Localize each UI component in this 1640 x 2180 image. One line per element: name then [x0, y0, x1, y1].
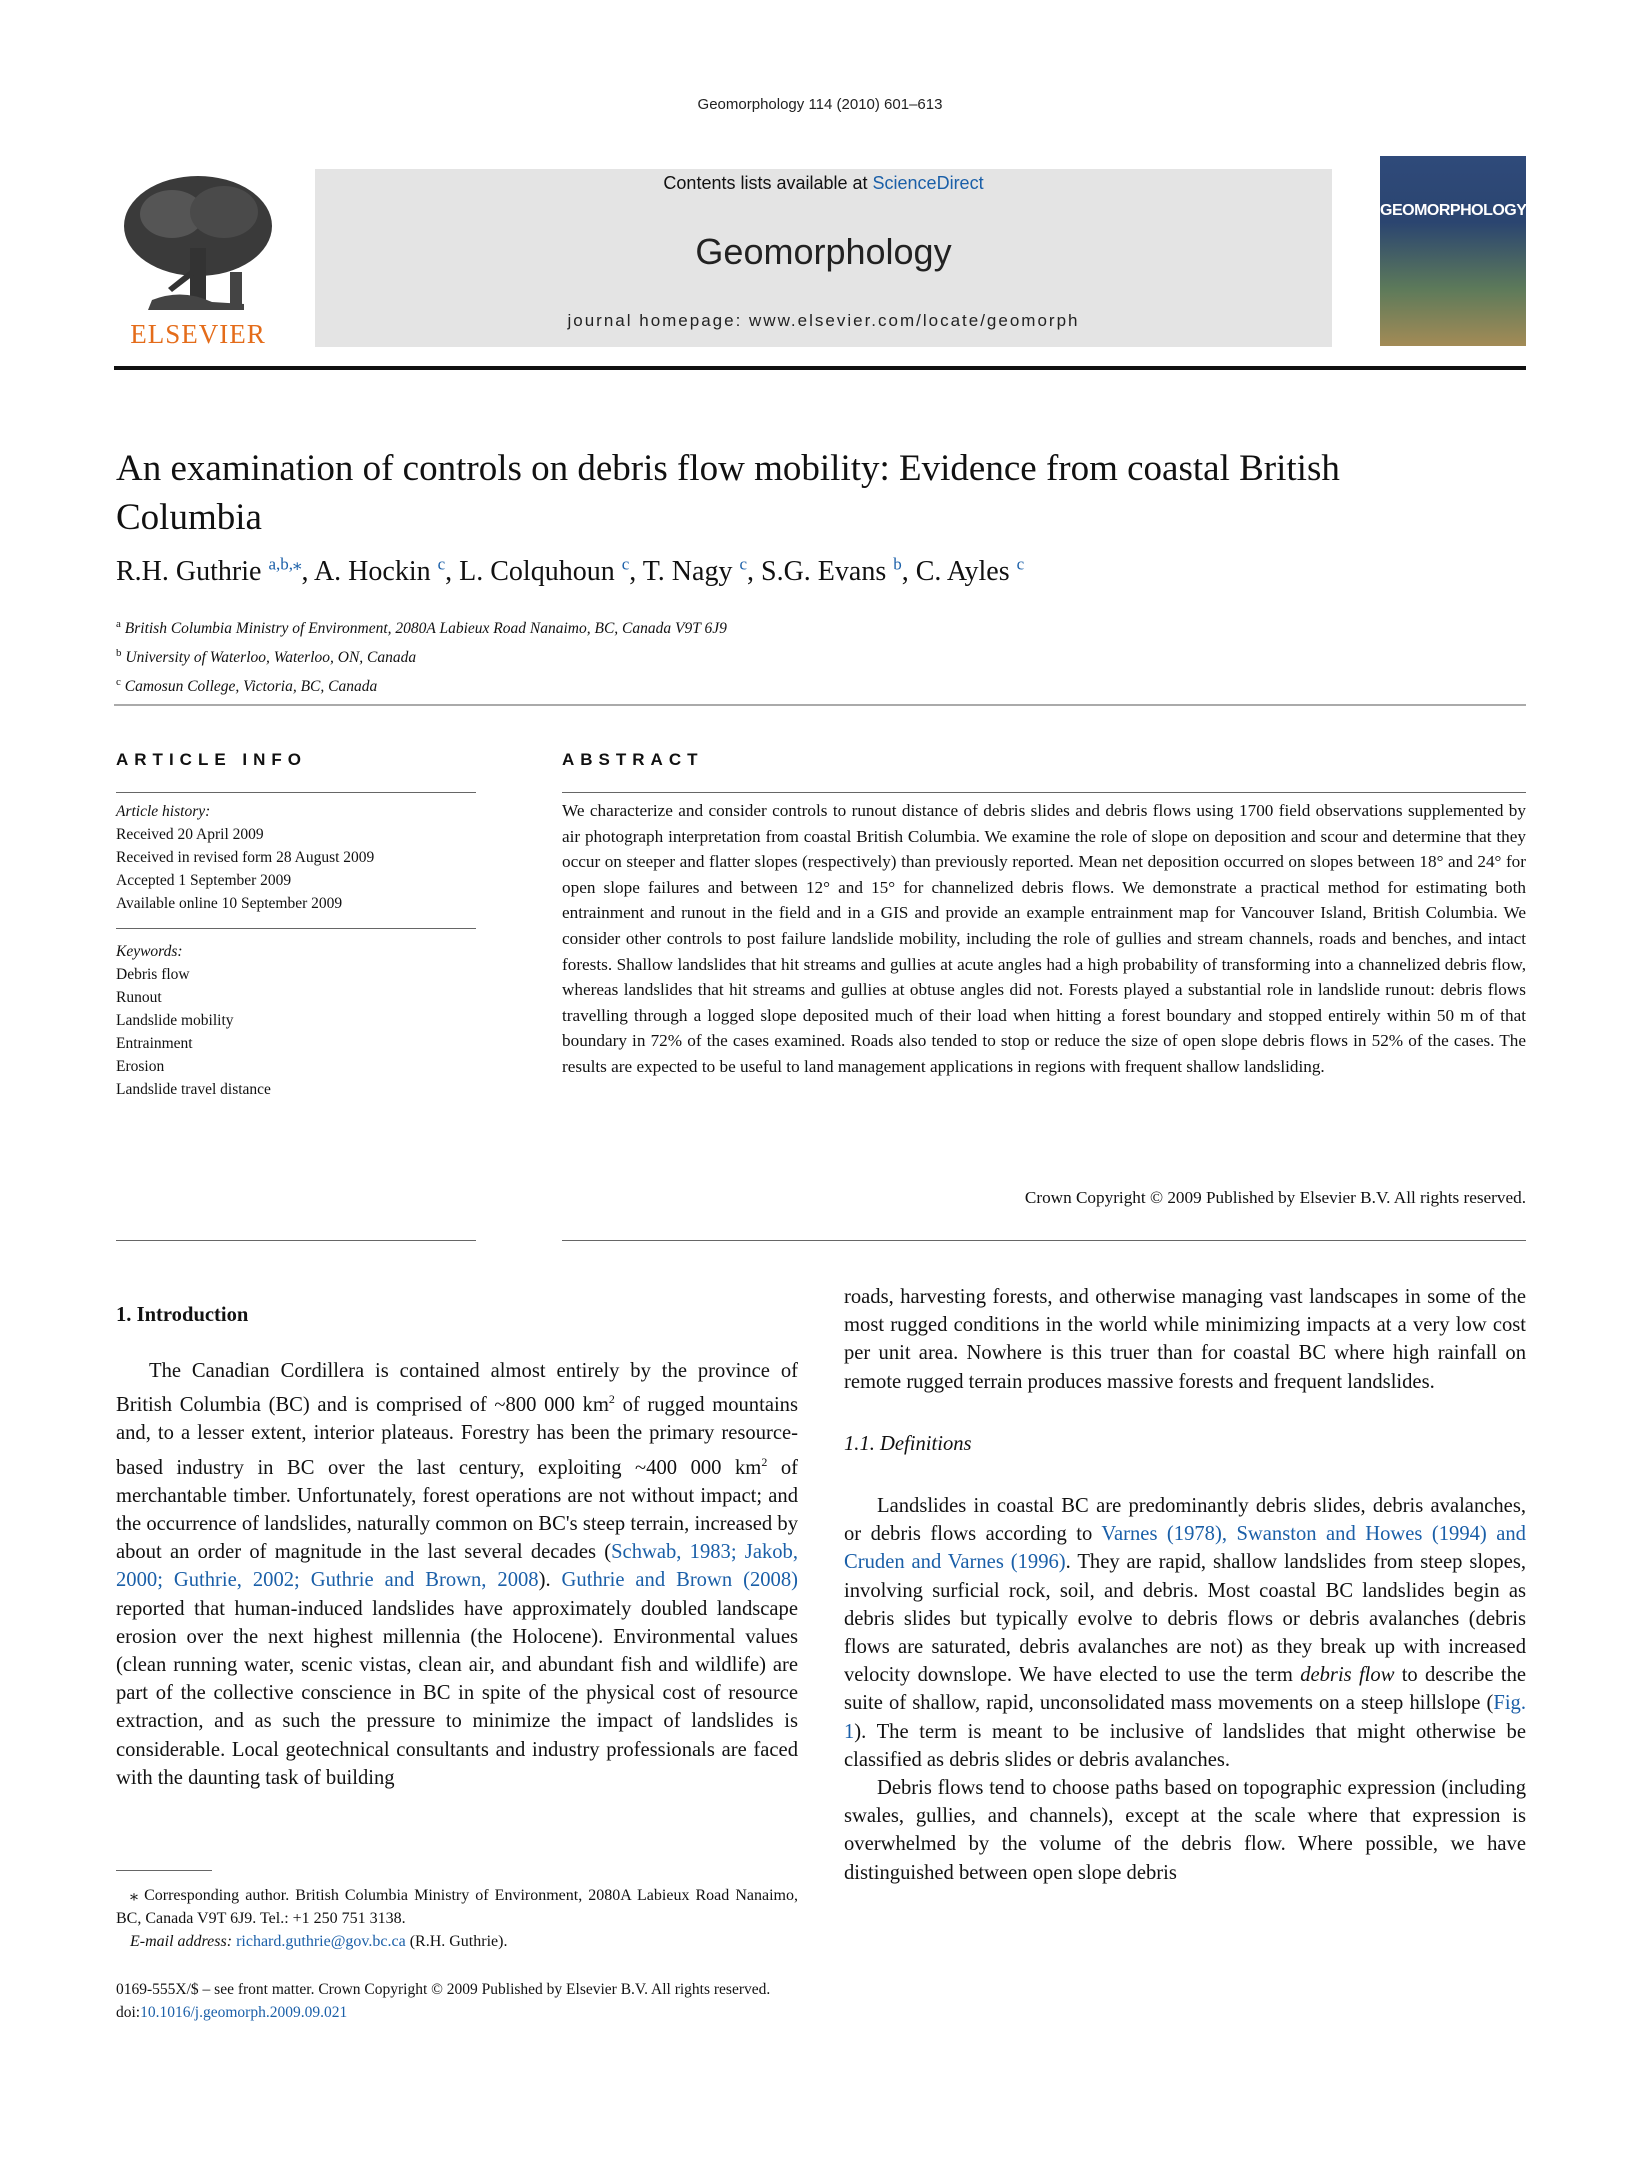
affiliation-a: $^a$ British Columbia Ministry of Environment, 2080A Labieux Road Nanaimo, BC, Canada V9T 6J9	[116, 618, 727, 638]
abstract-rule	[562, 792, 1526, 793]
affiliations	[116, 612, 1416, 699]
abstract-text: We characterize and consider controls to runout distance of debris slides and debris flows using 1700 field observations supplemented by air photograph interpretation from coastal British Columbia. We examine the role of slope on deposition and scour and determine that they occur on steeper and flatter slopes (respectively) than previously reported. Mean net deposition occurred on slopes between 18° and 24° for open slope failures and between 12° and 15° for channelized debris flows. We demonstrate a practical method for estimating both entrainment and runout in the field and in a GIS and provide an example entrainment map for Vancouver Island, British Columbia. We consider other controls to post failure landslide mobility, including the role of gullies and stream channels, roads and benches, and intact forests. Shallow landslides that hit streams and gullies at acute angles had a high probability of transforming into a channelized debris flow, whereas landslides that hit streams and gullies at obtuse angles did not. Forests played a substantial role in landslide runout: debris flows travelling through a logged slope deposited much of their load when hitting a forest boundary and stopped entirely within 50 m of that boundary in 72% of the cases examined. Roads also tended to stop or reduce the size of open slope debris flows in 52% of the cases. The results are expected to be useful to land management applications in regions with frequent shallow landsliding.	[562, 801, 1526, 1076]
journal-reference: Geomorphology 114 (2010) 601–613	[697, 96, 943, 113]
contents-line	[315, 173, 1332, 194]
author: S.G. Evans $^b$,	[761, 555, 916, 588]
keyword: Debris flow	[116, 966, 190, 983]
keyword: Landslide travel distance	[116, 1081, 271, 1098]
affiliation-b: $^b$ University of Waterloo, Waterloo, ON, Canada	[116, 647, 417, 667]
author: R.H. Guthrie $^{a,b,⁎}$,	[116, 555, 314, 588]
contents-prefix: Contents lists available at	[663, 173, 873, 193]
author: A. Hockin $^c$,	[313, 555, 460, 588]
article-info-heading: ARTICLE INFO	[116, 750, 307, 769]
doi-link[interactable]: 10.1016/j.geomorph.2009.09.021	[140, 2004, 348, 2021]
publisher-name: ELSEVIER	[130, 319, 266, 349]
paragraph: roads, harvesting forests, and otherwise managing vast landscapes in some of the most rugged conditions in the world while minimizing impacts at a very low cost per unit area. Nowhere is this truer than for coastal BC where high rainfall on remote rugged terrain produces massive forests and frequent landslides.	[844, 1286, 1526, 1393]
issn-block	[116, 1978, 1116, 2024]
history-item: Received 20 April 2009	[116, 826, 264, 843]
history-item: Received in revised form 28 August 2009	[116, 849, 375, 866]
elsevier-logo	[112, 168, 284, 350]
journal-cover-image	[1380, 156, 1526, 346]
citation-link[interactable]: Schwab, 1983; Jakob, 2000; Guthrie, 2002; Guthrie and Brown, 2008	[116, 1541, 798, 1592]
sciencedirect-link[interactable]: ScienceDirect	[872, 173, 984, 193]
section-heading-introduction: 1. Introduction	[116, 1304, 249, 1326]
affiliation-c: $^c$ Camosun College, Victoria, BC, Canada	[116, 676, 378, 696]
abstract-copyright: Crown Copyright © 2009 Published by Elsevier B.V. All rights reserved.	[1024, 1188, 1526, 1207]
author-list	[116, 555, 1416, 588]
citation-link[interactable]: Guthrie and Brown (2008)	[561, 1569, 798, 1592]
journal-banner	[315, 169, 1332, 347]
author: C. Ayles $^c$	[915, 555, 1025, 588]
info-rule	[116, 1240, 476, 1241]
corresponding-author-footnote: ⁎ Corresponding author. British Columbia Ministry of Environment, 2080A Labieux Road Nanaimo, BC, Canada V9T 6J9. Tel.: +1 250 751 3138. E-mail address: richard.guthrie@gov.bc.ca (R.H. Guthrie).	[116, 1887, 798, 1950]
keyword: Landslide mobility	[116, 1012, 234, 1029]
figure-link[interactable]: Fig. 1	[844, 1692, 1526, 1743]
footnote-rule	[116, 1870, 212, 1871]
cover-title: GEOMORPHOLOGY	[1380, 202, 1527, 219]
author: T. Nagy $^c$,	[642, 555, 761, 588]
keyword: Runout	[116, 989, 162, 1006]
abstract-bottom-rule	[562, 1240, 1526, 1241]
keywords-label: Keywords:	[116, 943, 183, 960]
keyword: Entrainment	[116, 1035, 193, 1052]
paragraph: Landslides in coastal BC are predominantly debris slides, debris avalanches, or debris flows according to Varnes (1978), Swanston and Howes (1994) and Cruden and Varnes (1996). They are rapid, shallow landslides from steep slopes, involving surficial rock, soil, and debris. Most coastal BC landslides begin as debris slides but typically evolve to debris flows or debris avalanches (debris flows are saturated, debris avalanches are not) as they break up with increased velocity downslope. We have elected to use the term debris flow to describe the suite of shallow, rapid, unconsolidated mass movements on a steep hillslope (Fig. 1). The term is meant to be inclusive of landslides that might otherwise be classified as debris slides or debris avalanches.	[844, 1495, 1527, 1771]
history-item: Accepted 1 September 2009	[116, 872, 292, 889]
body-left-column	[116, 1301, 798, 1792]
citation-link[interactable]: Varnes (1978), Swanston and Howes (1994) and Cruden and Varnes (1996)	[844, 1523, 1526, 1574]
header-rule	[114, 366, 1526, 370]
issn-line: 0169-555X/$ – see front matter. Crown Copyright © 2009 Published by Elsevier B.V. All rights reserved.	[116, 1981, 771, 1998]
history-item: Available online 10 September 2009	[116, 895, 343, 912]
email-link[interactable]: richard.guthrie@gov.bc.ca	[236, 1933, 406, 1950]
article-title: An examination of controls on debris flow mobility: Evidence from coastal British Columbia	[116, 448, 1340, 538]
body-right-column	[844, 1283, 1526, 1887]
abstract-heading: ABSTRACT	[562, 750, 704, 769]
keywords	[116, 940, 476, 1101]
keyword: Erosion	[116, 1058, 165, 1075]
section-heading-definitions: 1.1. Definitions	[844, 1432, 972, 1455]
paragraph: The Canadian Cordillera is contained almost entirely by the province of British Columbia (BC) and is comprised of ~800 000 $km^2$ of rugged mountains and, to a lesser extent, interior plateaus. Forestry has been the primary resource-based industry in BC over the last century, exploiting ~400 000 $km^2$ of merchantable timber. Unfortunately, forest operations are not without impact; and the occurrence of landslides, naturally common on BC's steep terrain, increased by about an order of magnitude in the last several decades (Schwab, 1983; Jakob, 2000; Guthrie, 2002; Guthrie and Brown, 2008). Guthrie and Brown (2008) reported that human-induced landslides have approximately doubled landscape erosion over the next highest millennia (the Holocene). Environmental values (clean running water, scenic vistas, clean air, and abundant fish and wildlife) are part of the collective conscience in BC in spite of the physical cost of resource extraction, and as such the pressure to minimize the impact of landslides is considerable. Local geotechnical consultants and industry professionals are faced with the daunting task of building	[116, 1360, 798, 1789]
section-rule	[114, 704, 1526, 706]
journal-homepage[interactable]: journal homepage: www.elsevier.com/locate/geomorph	[567, 311, 1080, 330]
author: L. Colquhoun $^c$,	[459, 555, 643, 588]
doi-line: doi:10.1016/j.geomorph.2009.09.021	[116, 2004, 348, 2021]
journal-name: Geomorphology	[695, 231, 952, 272]
info-rule	[116, 792, 476, 793]
info-rule	[116, 928, 476, 929]
tree-icon	[112, 168, 284, 318]
paragraph: Debris flows tend to choose paths based on topographic expression (including swales, gullies, and channels), except at the scale where that expression is overwhelmed by the volume of the debris flow. Where possible, we have distinguished between open slope debris	[844, 1777, 1526, 1884]
history-label: Article history:	[116, 803, 211, 820]
article-history	[116, 800, 476, 915]
